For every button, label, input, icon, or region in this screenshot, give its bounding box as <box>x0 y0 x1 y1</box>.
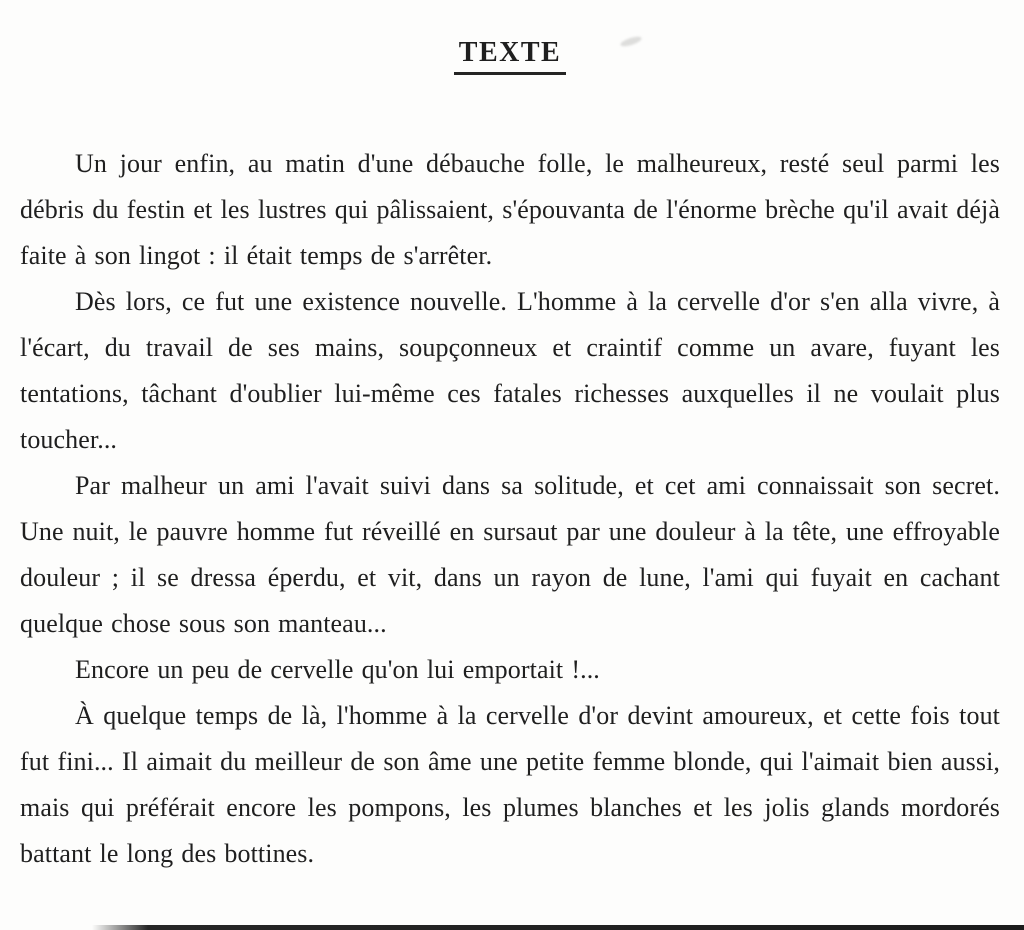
paragraph-2: Dès lors, ce fut une existence nouvelle. L'homme à la cervelle d'or s'en alla vivre, à l'écart, du travail de ses mains, soupçonneux et craintif comme un avare, fuyant les tentations, tâchant d'oublier lui-même ces fatales richesses auxquelles il ne voulait plus toucher... <box>20 286 1000 454</box>
paragraph-1: Un jour enfin, au matin d'une débauche folle, le malheureux, resté seul parmi les débris du festin et les lustres qui pâlissaient, s'épouvanta de l'énorme brèche qu'il avait déjà faite à son lingot : il était temps de s'arrêter. <box>20 148 1000 270</box>
paragraph-3: Par malheur un ami l'avait suivi dans sa solitude, et cet ami connaissait son secret. Une nuit, le pauvre homme fut réveillé en sursaut par une douleur à la tête, une effroyable douleur ; il se dressa éperdu, et vit, dans un rayon de lune, l'ami qui fuyait en cachant quelque chose sous son manteau... <box>20 470 1000 638</box>
page-title: TEXTE <box>454 38 566 75</box>
document-body <box>20 141 1000 877</box>
title-container <box>20 38 1000 75</box>
scanner-edge-artifact <box>92 925 1024 930</box>
paragraph-5: À quelque temps de là, l'homme à la cervelle d'or devint amoureux, et cette fois tout fut fini... Il aimait du meilleur de son âme une petite femme blonde, qui l'aimait bien aussi, mais qui préférait encore les pompons, les plumes blanches et les jolis glands mordorés battant le long des bottines. <box>20 700 1000 868</box>
paragraph-4: Encore un peu de cervelle qu'on lui emportait !... <box>75 654 600 684</box>
